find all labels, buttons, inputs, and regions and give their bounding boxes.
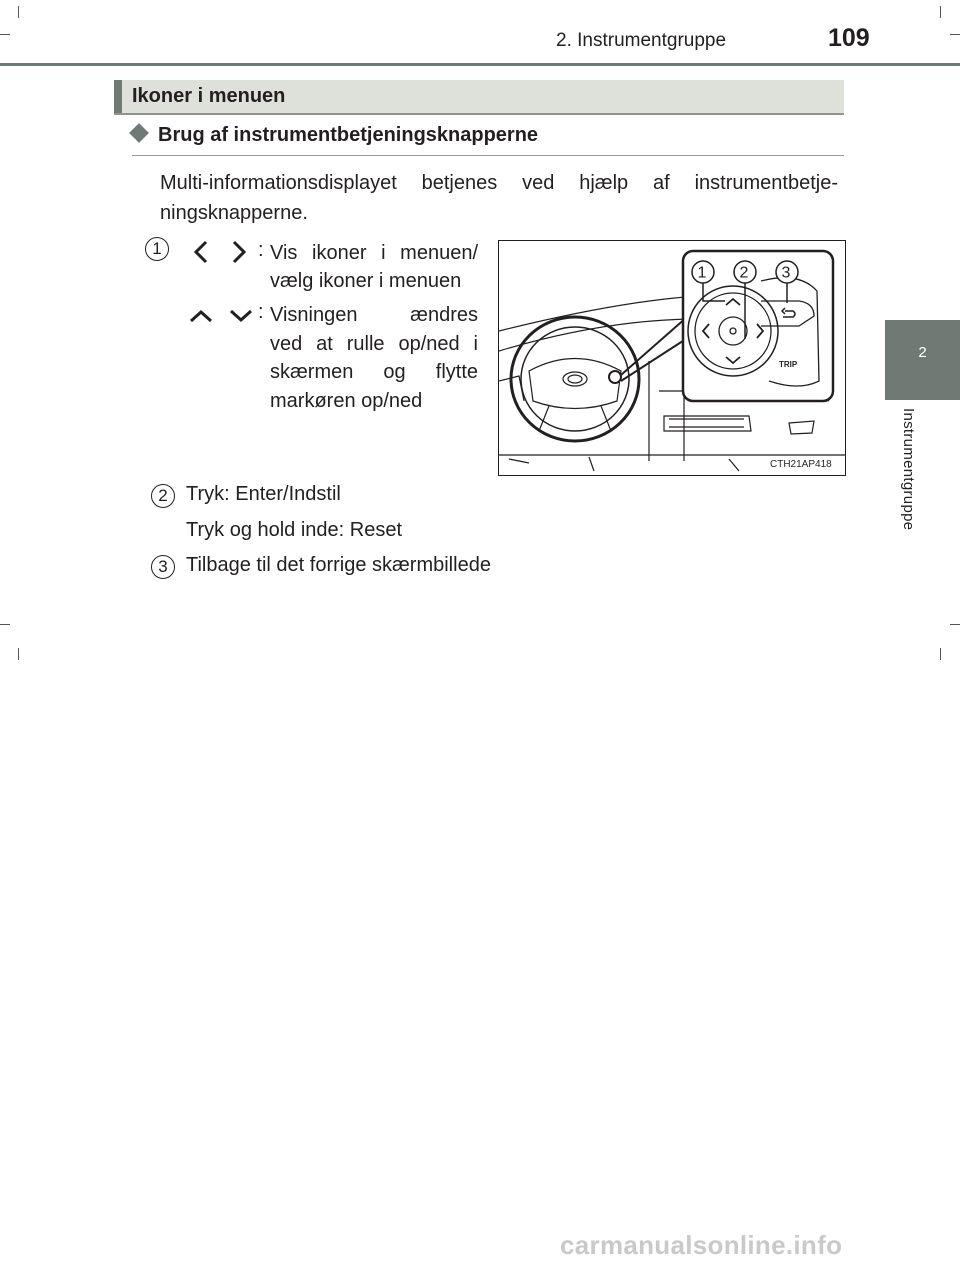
callout-number-2: 2 [151, 484, 175, 508]
item-2-line: Tryk og hold inde: Reset [186, 519, 403, 541]
item-1b-description [270, 301, 478, 415]
intro-paragraph: Multi-informationsdisplayet betjenes ved hjælp af instrumentbetje-ningsknapperne. [160, 172, 838, 224]
figure-callout-2: 2 [739, 264, 749, 282]
item-1b-line: Visningen ændres [270, 304, 478, 326]
callout-number-1: 1 [145, 237, 169, 261]
chevron-up-icon [189, 309, 213, 323]
item-1-colon: : [258, 239, 264, 261]
watermark: carmanualsonline.info [560, 1230, 843, 1260]
figure-callout-1: 1 [697, 264, 707, 282]
crop-mark [0, 624, 10, 625]
figure-code: CTH21AP418 [770, 459, 832, 470]
crop-mark [18, 648, 19, 660]
item-1-line: vælg ikoner i menuen [270, 270, 462, 292]
item-1b-line: skærmen og flytte [270, 361, 478, 383]
item-1b-line: ved at rulle op/ned i [270, 332, 478, 355]
chapter-tab-number: 2 [918, 344, 927, 361]
item-2-line: Tryk: Enter/Indstil [186, 483, 341, 505]
chapter-tab-label: Instrumentgruppe [900, 408, 917, 531]
section-title-bar [114, 80, 844, 115]
subheading-text: Brug af instrumentbetjeningsknapperne [158, 124, 539, 146]
crop-mark [0, 34, 10, 35]
header-section-title: 2. Instrumentgruppe [556, 30, 727, 51]
diamond-bullet-icon [129, 123, 149, 143]
header-rule [0, 63, 960, 66]
item-1-description [270, 239, 478, 295]
chapter-tab [885, 320, 960, 400]
item-3-line: Tilbage til det forrige skærmbillede [186, 554, 491, 576]
page-number: 109 [828, 24, 870, 52]
steering-wheel-illustration [498, 240, 846, 476]
item-1-line: Vis ikoner i menuen/ [270, 242, 478, 264]
chevron-left-icon [193, 240, 209, 264]
subheading-rule [132, 155, 844, 156]
callout-number-3: 3 [151, 555, 175, 579]
chevron-right-icon [231, 240, 247, 264]
chevron-down-icon [229, 309, 253, 323]
item-1b-colon: : [258, 301, 264, 323]
crop-mark [940, 6, 941, 18]
section-bar-accent [114, 80, 122, 113]
crop-mark [940, 648, 941, 660]
section-title: Ikoner i menuen [132, 85, 286, 107]
crop-mark [18, 6, 19, 18]
crop-mark [950, 34, 960, 35]
steering-wheel-drawing [499, 241, 845, 475]
crop-mark [950, 624, 960, 625]
subheading [132, 124, 538, 147]
figure-callout-3: 3 [781, 264, 791, 282]
item-1b-line: markøren op/ned [270, 389, 423, 412]
trip-button-label: TRIP [779, 360, 798, 369]
